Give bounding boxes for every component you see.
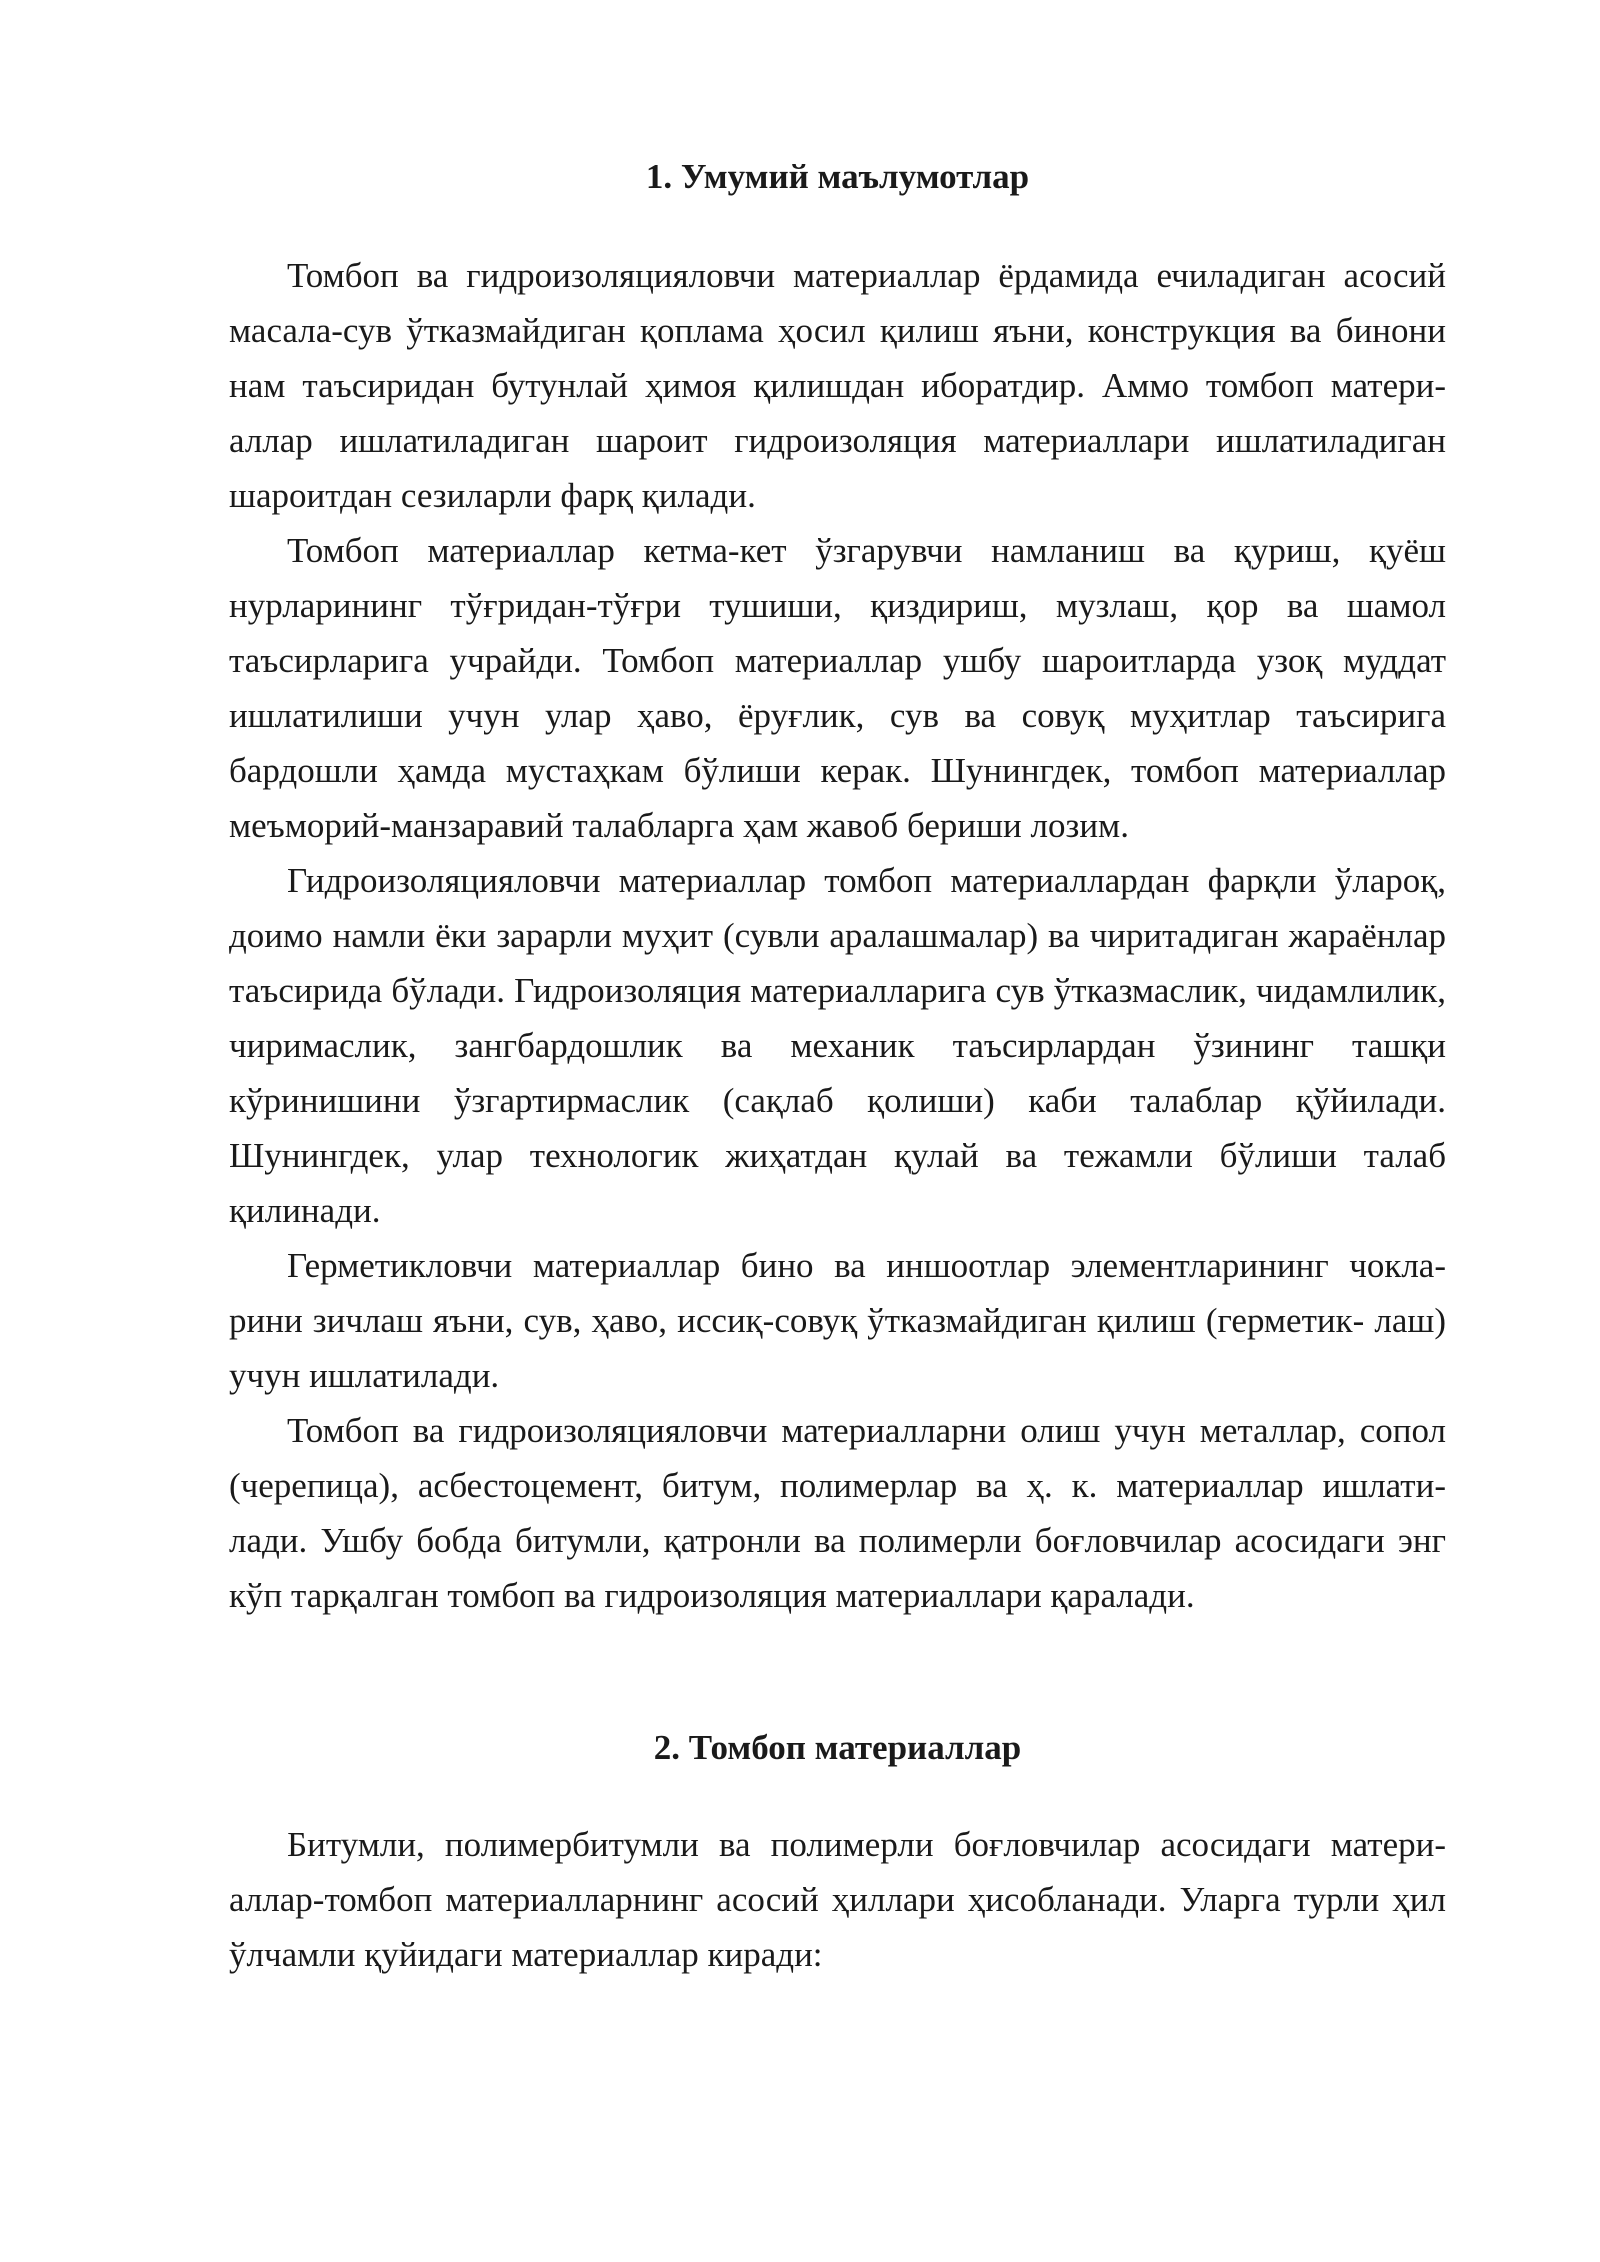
section-1-paragraph-3: Гидроизоляцияловчи материаллар томбоп материаллардан фарқли ўлароқ, доимо намли ёки зарарли муҳит (сувли аралашмалар) ва чиритадиган жараёнлар таъсирида бўлади. Гидроизоляция материалларига сув ўтказмаслик, чидамлилик, чиримаслик, зангбардошлик ва механик таъсирлардан ўзининг ташқи кўринишини ўзгартирмаслик (сақлаб қолиши) каби талаблар қўйилади. Шунингдек, улар технологик жиҳатдан қулай ва тежамли бўлиши талаб қилинади. <box>229 861 1446 1230</box>
page-content <box>229 150 1446 1982</box>
section-1-paragraph-4: Герметикловчи материаллар бино ва иншоотлар элементларининг чокла- рини зичлаш яъни, сув, ҳаво, иссиқ-совуқ ўтказмайдиган қилиш (герметик- лаш) учун ишлатилади. <box>229 1246 1446 1395</box>
section-2-title: 2. Томбоп материаллар <box>653 1728 1022 1767</box>
section-1-title: 1. Умумий маълумотлар <box>645 157 1030 196</box>
section-1-paragraph-1: Томбоп ва гидроизоляцияловчи материаллар ёрдамида ечиладиган асосий масала-сув ўтказмайдиган қоплама ҳосил қилиш яъни, конструкция ва бинони нам таъсиридан бутунлай ҳимоя қилишдан иборатдир. Аммо томбоп матери- аллар ишлатиладиган шароит гидроизоляция материаллари ишлатиладиган шароитдан сезиларли фарқ қилади. <box>229 256 1446 515</box>
section-1-paragraph-2: Томбоп материаллар кетма-кет ўзгарувчи намланиш ва қуриш, қуёш нурларининг тўғридан-тўғри тушиши, қиздириш, музлаш, қор ва шамол таъсирларига учрайди. Томбоп материаллар ушбу шароитларда узоқ муддат ишлатилиши учун улар ҳаво, ёруғлик, сув ва совуқ муҳитлар таъсирига бардошли ҳамда мустаҳкам бўлиши керак. Шунингдек, томбоп материаллар меъморий-манзаравий талабларга ҳам жавоб бериши лозим. <box>229 531 1446 845</box>
section-1-paragraph-5: Томбоп ва гидроизоляцияловчи материалларни олиш учун металлар, сопол (черепица), асбестоцемент, битум, полимерлар ва ҳ. к. материаллар ишлати- лади. Ушбу бобда битумли, қатронли ва полимерли боғловчилар асосидаги энг кўп тарқалган томбоп ва гидроизоляция материаллари қаралади. <box>229 1411 1446 1615</box>
section-2-paragraph-1: Битумли, полимербитумли ва полимерли боғловчилар асосидаги матери- аллар-томбоп материалларнинг асосий ҳиллари ҳисобланади. Уларга турли ҳил ўлчамли қуйидаги материаллар киради: <box>229 1825 1446 1974</box>
